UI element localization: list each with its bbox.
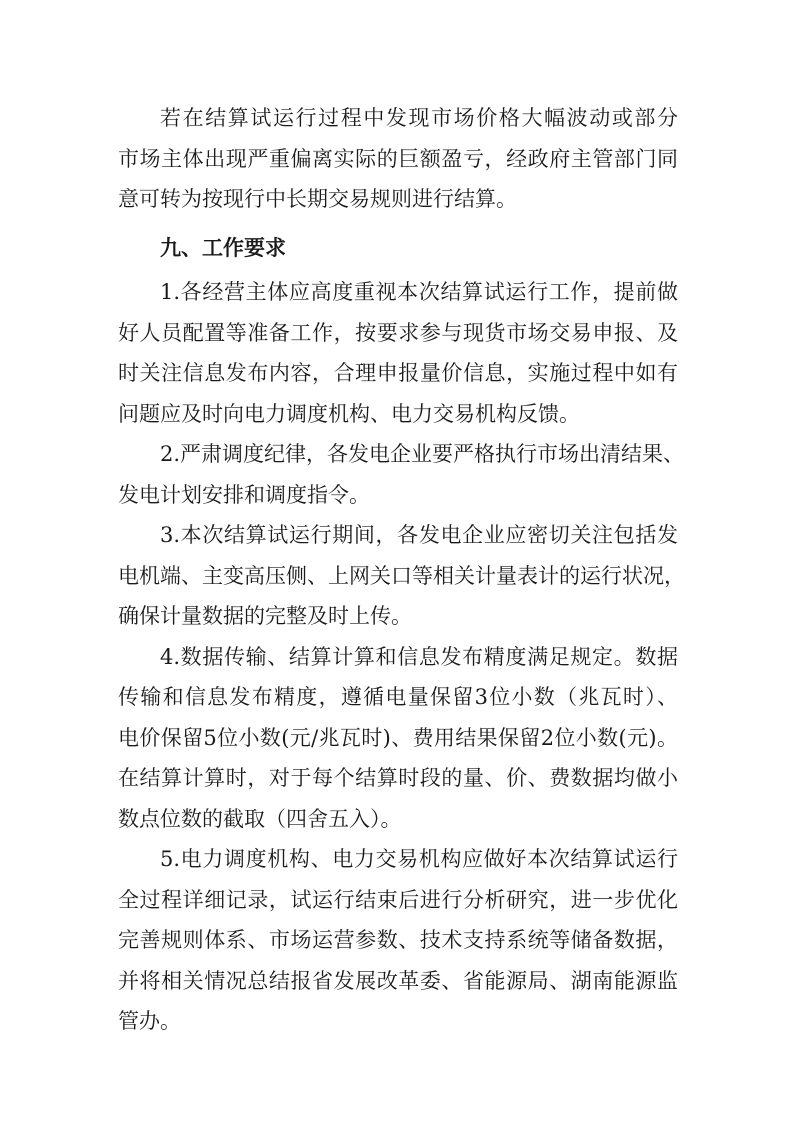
list-item-5 [118, 839, 678, 1042]
text-line: 全过程详细记录，试运行结束后进行分析研究，进一步优化 [118, 887, 678, 912]
text-line: 市场主体出现严重偏离实际的巨额盈亏，经政府主管部门同 [118, 146, 678, 171]
text-line: 4.数据传输、结算计算和信息发布精度满足规定。数据 [160, 644, 678, 669]
text-line: 在结算计算时，对于每个结算时段的量、价、费数据均做小 [118, 766, 678, 790]
list-item-1 [118, 272, 678, 434]
text-line: 数点位数的截取（四舍五入）。 [118, 806, 402, 831]
text-line: 发电计划安排和调度指令。 [118, 482, 370, 507]
text-line: 管办。 [118, 1009, 181, 1033]
paragraph-settlement-fallback [118, 98, 678, 220]
text-line: 完善规则体系、市场运营参数、技术支持系统等储备数据， [118, 928, 678, 952]
text-line: 并将相关情况总结报省发展改革委、省能源局、湖南能源监 [118, 968, 678, 993]
document-body [118, 98, 685, 1042]
section-heading: 九、工作要求 [160, 235, 286, 260]
text-line: 1.各经营主体应高度重视本次结算试运行工作，提前做 [160, 280, 678, 304]
text-line: 5.电力调度机构、电力交易机构应做好本次结算试运行 [160, 847, 678, 871]
text-line: 2.严肃调度纪律，各发电企业要严格执行市场出清结果、 [160, 442, 685, 466]
text-line: 意可转为按现行中长期交易规则进行结算。 [118, 187, 517, 211]
list-item-3 [118, 515, 685, 637]
text-line: 好人员配置等准备工作，按要求参与现货市场交易申报、及 [118, 320, 678, 345]
text-line: 传输和信息发布精度，遵循电量保留3位小数（兆瓦时）、 [118, 685, 678, 709]
text-line: 问题应及时向电力调度机构、电力交易机构反馈。 [118, 401, 580, 426]
list-item-4 [118, 637, 678, 840]
text-line: 时关注信息发布内容，合理申报量价信息，实施过程中如有 [118, 361, 678, 385]
text-line: 若在结算试运行过程中发现市场价格大幅波动或部分 [160, 106, 678, 130]
text-line: 确保计量数据的完整及时上传。 [118, 604, 412, 628]
list-item-2 [118, 434, 685, 515]
text-line: 电价保留5位小数(元/兆瓦时)、费用结果保留2位小数(元)。 [118, 725, 678, 750]
text-line: 电机端、主变高压侧、上网关口等相关计量表计的运行状况， [118, 563, 685, 588]
text-line: 3.本次结算试运行期间，各发电企业应密切关注包括发 [160, 523, 678, 547]
